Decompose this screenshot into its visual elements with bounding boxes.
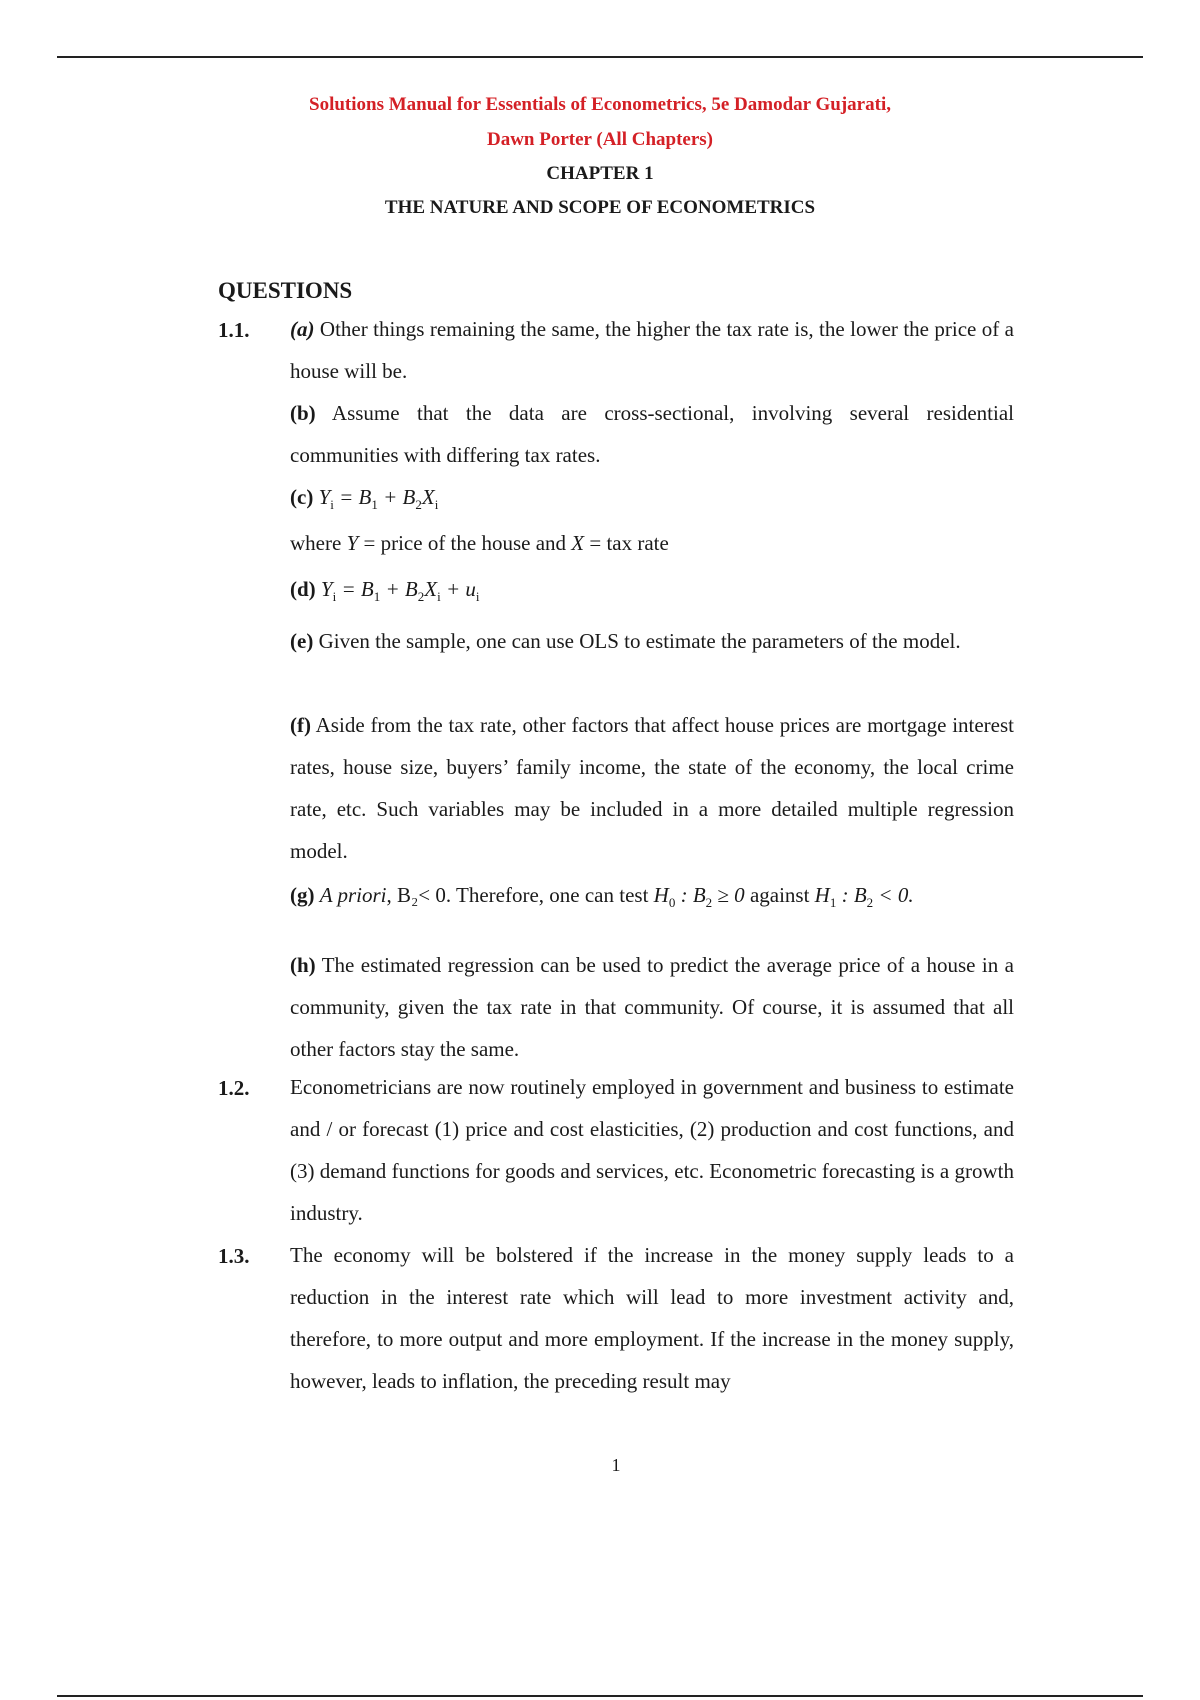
where-suffix: = tax rate (589, 531, 669, 555)
answer-1-1-c-where (290, 522, 1014, 564)
answer-1-3: The economy will be bolstered if the increase in the money supply leads to a reduction in the interest rate which will lead to more investment activity and, therefore, to more output and more employment. If the increase in the money supply, however, leads to inflation, the preceding result may (290, 1243, 1014, 1393)
alternative-hypothesis: $H_1$ : $B_2 < 0$. (814, 883, 914, 911)
null-hypothesis: $H_0$ : $B_2 \ge 0$ (653, 883, 745, 911)
part-label-e: (e) (290, 629, 314, 653)
regression-equation-c: $Y_i = B_1 + B_2X_i$ (318, 485, 439, 513)
bottom-rule (57, 1695, 1143, 1697)
page-number: 1 (611, 1455, 621, 1475)
answer-1-1-e (290, 620, 1014, 662)
answer-text: Given the sample, one can use OLS to estimate the parameters of the model. (318, 629, 961, 653)
answer-text: B₂< 0. Therefore, one can test (396, 883, 649, 907)
answer-text: Aside from the tax rate, other factors that affect house prices are mortgage interest rates, house size, buyers’ family income, the state of the economy, the local crime rate, etc. Such variables may be included in a more detailed multiple regression model. (290, 713, 1015, 863)
answer-1-1-b (290, 392, 1014, 476)
answer-1-1-c (290, 476, 1014, 526)
a-priori-text: A priori (319, 883, 387, 907)
question-number-1-1: 1.1. (218, 318, 250, 342)
regression-equation-d: $Y_i = B_1 + B_2X_i + u_i$ (320, 577, 480, 605)
answer-1-1-d (290, 568, 1014, 618)
answer-1-1-a (290, 308, 1014, 392)
part-label-a: (a) (290, 317, 315, 341)
part-label-c: (c) (290, 485, 314, 509)
chapter-number: CHAPTER 1 (546, 163, 654, 184)
answer-1-2: Econometricians are now routinely employed in government and business to estimate and / or forecast (1) price and cost elasticities, (2) production and cost functions, and (3) demand functions for goods and services, etc. Econometric forecasting is a growth industry. (290, 1075, 1014, 1225)
answer-text: The estimated regression can be used to predict the average price of a house in a community, given the tax rate in that community. Of course, it is assumed that all other factors stay the same. (290, 953, 1014, 1061)
part-label-f: (f) (290, 713, 311, 737)
part-label-b: (b) (290, 401, 316, 425)
against-text: against (749, 883, 810, 907)
where-mid: = price of the house and (363, 531, 567, 555)
chapter-title: THE NATURE AND SCOPE OF ECONOMETRICS (384, 197, 816, 218)
part-label-h: (h) (290, 953, 316, 977)
variable-x: X (571, 531, 585, 555)
question-number-1-3: 1.3. (218, 1244, 250, 1268)
answer-1-1-f (290, 704, 1014, 872)
part-label-d: (d) (290, 577, 316, 601)
where-prefix: where (290, 531, 342, 555)
answer-1-1-g: (g) A priori, B₂< 0. Therefore, one can test $H_0$ : $B_2 \ge 0$ against $H_1$ : $B_2 < 0$. (290, 883, 914, 911)
questions-heading: QUESTIONS (218, 278, 353, 303)
variable-y: Y (346, 531, 359, 555)
document-title-line-2: Dawn Porter (All Chapters) (486, 129, 714, 150)
answer-text: Assume that the data are cross-sectional, involving several residential communities with differing tax rates. (290, 401, 1014, 467)
document-title-line-1: Solutions Manual for Essentials of Econometrics, 5e Damodar Gujarati, (309, 94, 891, 115)
part-label-g: (g) (290, 883, 315, 907)
top-rule (57, 56, 1143, 58)
answer-1-1-h (290, 944, 1014, 1070)
question-number-1-2: 1.2. (218, 1076, 250, 1100)
answer-text: Other things remaining the same, the higher the tax rate is, the lower the price of a house will be. (290, 317, 1014, 383)
